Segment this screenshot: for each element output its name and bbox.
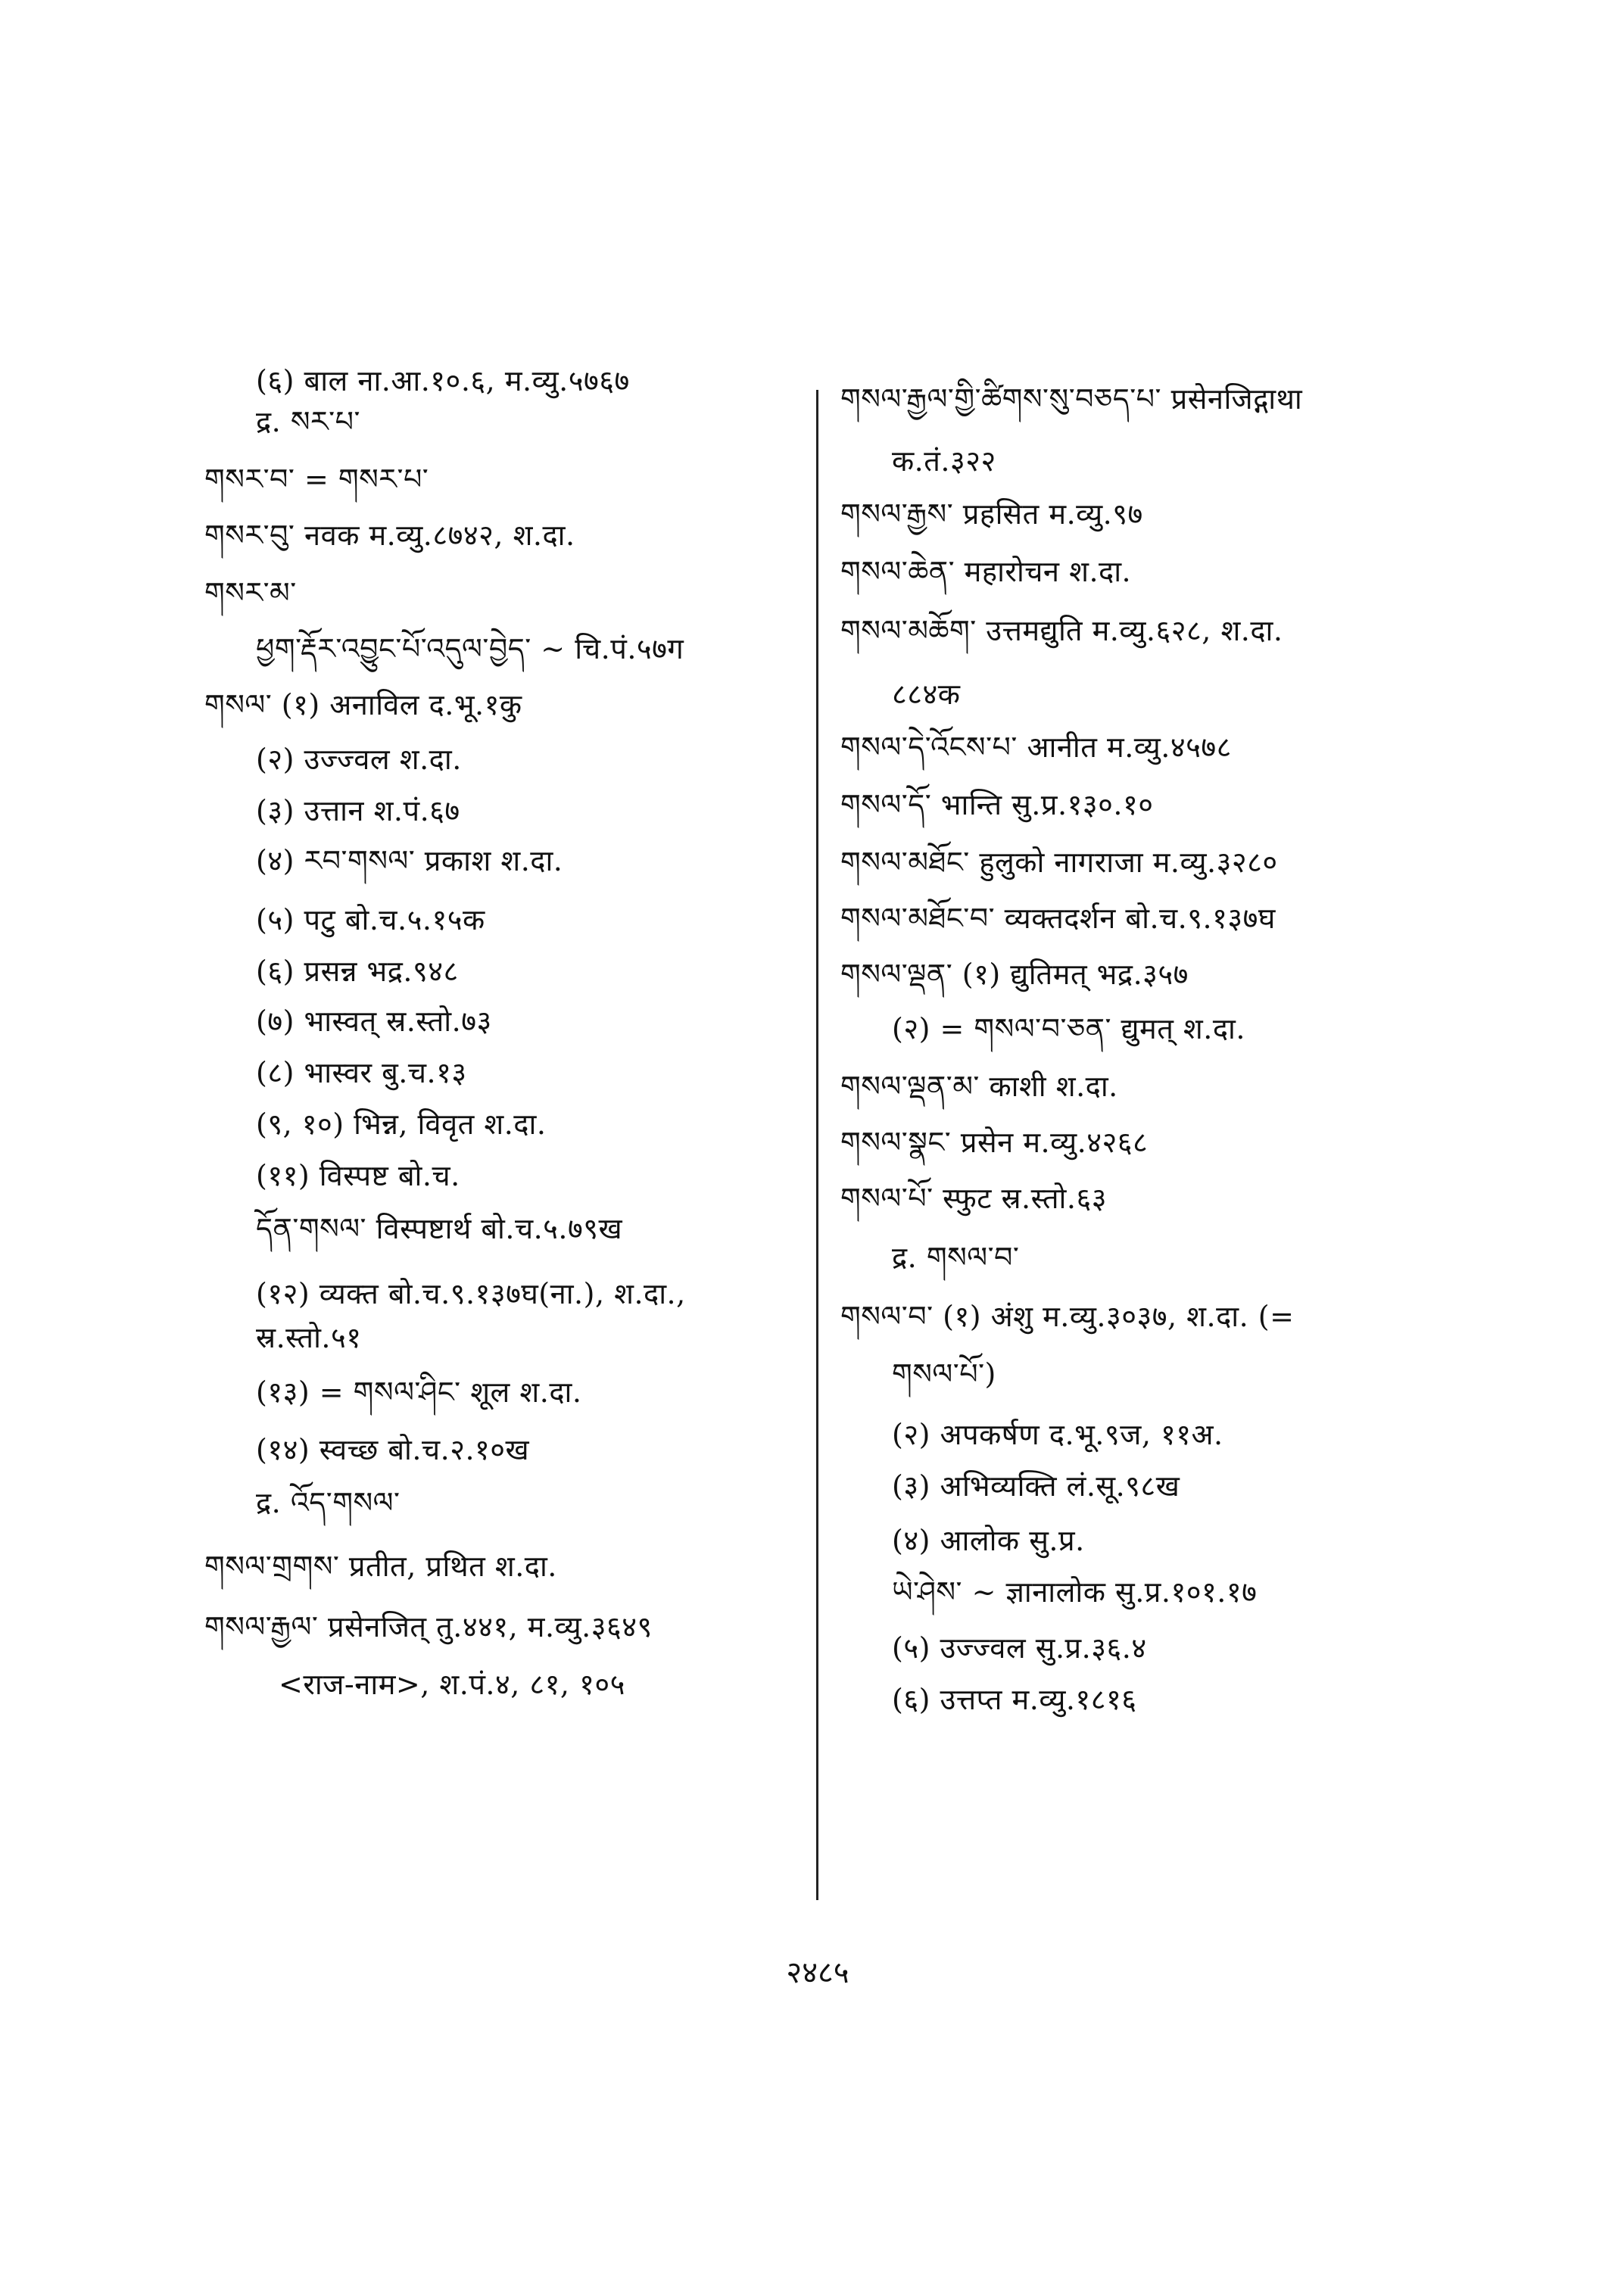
entry-headword: གསལ་དེ་འོངས་པ་ आनीत म.व्यु.४५७८ <box>840 731 1232 764</box>
entry-headword: གསར་བུ་ नवक म.व्यु.८७४२, श.दा. <box>204 519 575 552</box>
entry-headword: གསལ་མཆོག་ उत्तमद्युति म.व्यु.६२८, श.दा. <box>840 614 1283 647</box>
entry-line: क.तं.३२२ <box>892 444 996 478</box>
entry-line: <राज-नाम>, श.पं.४, ८१, १०५ <box>279 1668 625 1701</box>
entry-line: द्र. འོད་གསལ་ <box>256 1486 401 1519</box>
entry-sense: (११) विस्पष्ट बो.च. <box>256 1159 460 1192</box>
entry-headword: གསལ་དོ་ भान्ति सु.प्र.१३०.१० <box>840 788 1154 821</box>
entry-headword: གསར་མ་ <box>204 576 297 609</box>
entry-sense: (८) भास्वर बु.च.१३ <box>256 1056 467 1089</box>
entry-sense: (२) = གསལ་བ་ཅན་ द्युमत् श.दा. <box>892 1012 1245 1045</box>
entry-line: གསལ་པོ་) <box>892 1357 996 1391</box>
entry-headword: གསལ་ཆེན་ महारोचन श.दा. <box>840 555 1132 588</box>
entry-sense: (९, १०) भिन्न, विवृत श.दा. <box>256 1108 547 1141</box>
entry-sense: (६) प्रसन्न भद्र.९४८ <box>256 955 459 988</box>
entry-sense: (१३) = གསལ་ཤིང་ शूल श.दा. <box>256 1375 582 1409</box>
entry-headword: གསལ་སྣང་ प्रसेन म.व्यु.४२६८ <box>840 1126 1149 1159</box>
entry-headword: གསལ་བ་ (१) अंशु म.व्यु.३०३७, श.दा. (= <box>840 1300 1295 1333</box>
entry-sense: (५) उज्ज्वल सु.प्र.३६.४ <box>892 1631 1147 1665</box>
entry-line: ཕྱག་རྡོར་འབྱུང་པོ་འདུལ་བྱེད་ ~ चि.पं.५७ग <box>256 632 684 665</box>
entry-headword: གསལ་མཐོང་བ་ व्यक्तदर्शन बो.च.९.१३७घ <box>840 902 1276 935</box>
entry-line: ཡེ་ཤེས་ ~ ज्ञानालोक सु.प्र.१०१.१७ <box>892 1575 1258 1609</box>
entry-headword: གསལ་གྲགས་ प्रतीत, प्रथित श.दा. <box>204 1550 557 1583</box>
entry-headword: གསར་བ་ = གསར་པ་ <box>204 463 429 496</box>
entry-line: द्र. གསལ་བ་ <box>892 1241 1020 1274</box>
entry-sense: (६) उत्तप्त म.व्यु.१८१६ <box>892 1683 1137 1716</box>
entry-line: द्र. སར་པ་ <box>256 405 360 438</box>
entry-sense: (३) उत्तान श.पं.६७ <box>256 794 460 827</box>
entry-headword: གསལ་རྒྱལ་གྱི་ཚིགས་སུ་བཅད་པ་ प्रसेनजिद्गाथा <box>840 382 1303 416</box>
entry-sense: (१४) स्वच्छ बो.च.२.१०ख <box>256 1433 530 1466</box>
entry-line: དོན་གསལ་ विस्पष्टार्थ बो.च.५.७९ख <box>256 1212 623 1245</box>
entry-sense: (५) पटु बो.च.५.१५क <box>256 903 485 936</box>
entry-sense: (४) རབ་གསལ་ प्रकाश श.दा. <box>256 844 563 877</box>
entry-line: (६) बाल ना.आ.१०.६, म.व्यु.५७६७ <box>256 364 630 397</box>
entry-sense: (२) उज्ज्वल श.दा. <box>256 743 462 776</box>
entry-line: स्र.स्तो.५१ <box>256 1321 362 1354</box>
entry-headword: གསལ་ (१) अनाविल द.भू.१कु <box>204 688 522 721</box>
entry-headword: གསལ་ལྡན་མ་ काशी श.दा. <box>840 1070 1118 1103</box>
entry-headword: གསལ་རྒྱལ་ प्रसेनजित् तु.४४१, म.व्यु.३६४९ <box>204 1610 653 1643</box>
entry-sense: (२) अपकर्षण द.भू.९ज, ११अ. <box>892 1418 1223 1451</box>
column-divider <box>816 390 818 1900</box>
entry-sense: (४) आलोक सु.प्र. <box>892 1524 1085 1557</box>
entry-headword: གསལ་རྒྱས་ प्रहसित म.व्यु.९७ <box>840 497 1143 531</box>
page-number: २४८५ <box>786 1955 849 1990</box>
entry-headword: གསལ་ལྡན་ (१) द्युतिमत् भद्र.३५७ <box>840 958 1189 991</box>
entry-line: ८८४क <box>892 678 961 711</box>
entry-sense: (३) अभिव्यक्ति लं.सू.९८ख <box>892 1469 1180 1503</box>
entry-headword: གསལ་པོ་ स्फुट स्र.स्तो.६३ <box>840 1182 1107 1215</box>
entry-sense: (७) भास्वत् स्र.स्तो.७३ <box>256 1005 492 1038</box>
entry-sense: (१२) व्यक्त बो.च.९.१३७घ(ना.), श.दा., <box>256 1277 686 1310</box>
entry-headword: གསལ་མཐོང་ हुलुको नागराजा म.व्यु.३२८० <box>840 846 1278 879</box>
